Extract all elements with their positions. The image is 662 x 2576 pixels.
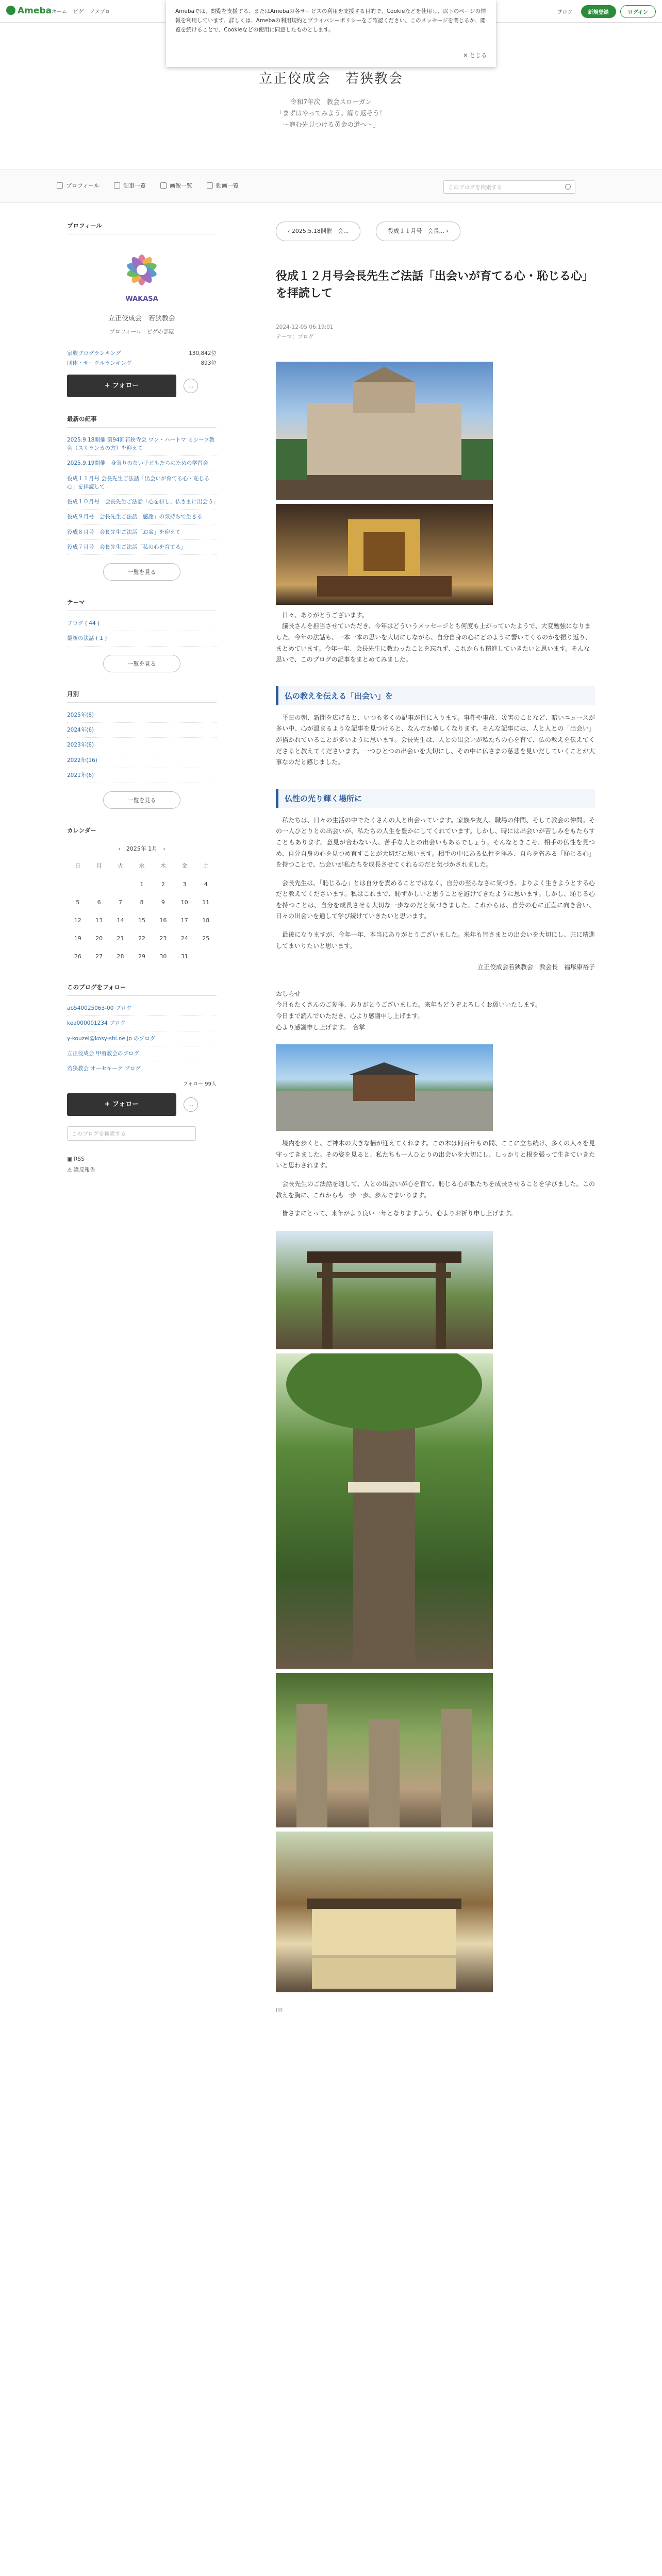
ranking-group-value: 893位 [201, 360, 217, 366]
paragraph: 私たちは、日々の生活の中でたくさんの人と出会っています。家族や友人、職場の仲間、そして教会の仲間。その一人ひとりとの出会いが、私たちの人生を豊かにしてくれています。しかし、時には出会いが苦しみをもたらすこともあります。意見が合わない人、苦手な人との出会いもあるでしょう。そんなときこそ、相手の仏性を見つめ、自分自身の心を見つめ直すことが大切だと思います。相手の中にある仏性を拝み、自らを省みる「恥じる心」を持つことで、出会いが私たちを成長させてくれるのだと気づかされました。 [276, 816, 595, 869]
recent-entry-link[interactable]: 2025.9.19開催 身寄りのない子どもたちのための学習会 [67, 460, 208, 467]
list-item[interactable] [67, 433, 217, 456]
closing-line-4: 心より感謝申し上げます。 合掌 [276, 1023, 366, 1031]
next-entry-button[interactable]: 役成１１月号 会長... › [376, 222, 460, 241]
list-item[interactable] [67, 525, 217, 540]
intro-line-2: 議長さんを担当させていただき、今年はどういうメッセージとも何度も上がっていたようで、大変勉強になりました。今年の法話も、一本一本の思いを大切にしながら、自分自身の心にどのように響いてくるのかを振り返り、まとめています。今年一年、会長先生に教わったことを忘れず、これからも精進していきたいと思います。そんな思いで、このブログの記事をまとめてみました。 [276, 622, 592, 664]
calendar-day [195, 947, 217, 965]
paragraph: 平日の朝、新聞を広げると、いつも多くの記事が目に入ります。事件や事故、災害のことなど、暗いニュースが多い中、心が温まるような記事を見つけると、なんだか嬉しくなります。そんな記事には、人と人との「出会い」が描かれていることが多いように思います。会長先生は、人との出会いが私たちの心を育て、仏の教えを伝えてくださると教えてくださいます。一つひとつの出会いを大切にし、その中に仏さまの慈悲を見いだしていくことが大事なのだと感じました。 [276, 714, 595, 766]
calendar-day: 29 [138, 953, 145, 960]
list-item[interactable] [67, 631, 217, 646]
following-heading: このブログをフォロー [67, 983, 217, 996]
following-list [67, 1001, 217, 1076]
calendar-day: 19 [74, 935, 81, 942]
login-button[interactable]: ログイン [620, 5, 656, 18]
entry-pager [276, 222, 595, 241]
calendar-day: 21 [117, 935, 124, 942]
list-icon [114, 182, 120, 189]
profile-name[interactable]: 立正佼成会 若狭教会 [108, 315, 175, 323]
calendar-heading: カレンダー [67, 826, 217, 839]
next-entry-label: 役成１１月号 会長... [388, 228, 444, 234]
shrine-image [276, 1044, 493, 1131]
archive-link[interactable]: 2025年(8) [67, 711, 94, 718]
archive-link[interactable]: 2024年(6) [67, 726, 94, 733]
calendar-day: 15 [138, 917, 145, 924]
calendar-day [110, 875, 131, 893]
intro-line-1: 日々、ありがとうございます。 [276, 611, 369, 619]
paragraph: 会長先生のご法話を通して、人との出会いが心を育て、恥じる心が私たちを成長させることを学びました。この教えを胸に、これからも一歩一歩、歩んでまいります。 [276, 1180, 595, 1199]
calendar-day: 27 [95, 953, 103, 960]
blog-title[interactable]: 立正佼成会 若狭教会 [258, 71, 403, 87]
ameba-logo[interactable] [6, 6, 52, 16]
recent-entry-link[interactable]: 役成１０月号 会長先生ご法話「心を耕し、仏さまに出会う」 [67, 499, 219, 505]
prev-entry-button[interactable]: ‹ 2025.5.18開催 会... [276, 222, 360, 241]
menu-profile-label: プロフィール [66, 182, 100, 189]
calendar-day: 11 [202, 899, 210, 906]
paragraph: 皆さまにとって、来年がより良い一年となりますよう、心よりお祈り申し上げます。 [276, 1210, 517, 1217]
closing-line-3: 今日まで読んでいただき、心より感謝申し上げます。 [276, 1012, 424, 1020]
follow-row-2 [67, 1087, 217, 1116]
slogan-line-3: ～進む先見つける黄金の道へ～」 [283, 120, 379, 128]
recent-list-button[interactable]: 一覧を見る [103, 563, 180, 581]
prev-entry-label: 2025.5.18開催 会... [291, 228, 349, 234]
blog-link[interactable]: ブログ [557, 10, 573, 15]
blog-menu-bar [0, 170, 662, 203]
ameba-logo-icon [6, 6, 15, 15]
article [276, 222, 595, 2013]
slogan-line-1: 令和7年次 教会スローガン [290, 98, 372, 106]
ranking-family-label[interactable]: 家族ブログランキング [67, 350, 121, 357]
video-icon [207, 182, 213, 189]
sidebar-search-input[interactable]: このブログを検索する [67, 1126, 196, 1141]
recent-heading: 最新の記事 [67, 415, 217, 428]
list-item[interactable] [67, 510, 217, 524]
calendar-day: 28 [117, 953, 124, 960]
calendar-month: 2025年 1月 [126, 845, 158, 853]
menu-videos[interactable] [207, 181, 239, 190]
list-item[interactable] [67, 753, 217, 768]
weekday: 水 [139, 862, 145, 870]
next-month-icon[interactable]: › [163, 845, 166, 853]
article-theme[interactable]: テーマ：ブログ [276, 333, 314, 340]
archive-link[interactable]: 2021年(6) [67, 772, 94, 778]
list-item[interactable] [67, 708, 217, 723]
top-right-actions [553, 5, 656, 18]
list-item[interactable] [67, 738, 217, 753]
closing-line-2: 今月もたくさんのご参拝、ありがとうございました。来年もどうぞよろしくお願いいたします。 [276, 1001, 542, 1009]
following-blog-link[interactable]: y-kouzei@kosy-shi.ne.jp のブログ [67, 1035, 156, 1042]
list-item[interactable] [67, 1016, 217, 1031]
cookie-notice [166, 0, 496, 67]
calendar-day: 13 [95, 917, 103, 924]
calendar-day: 25 [202, 935, 210, 942]
list-item[interactable] [67, 495, 217, 510]
profile-icon [57, 182, 63, 189]
calendar-day: 5 [76, 899, 80, 906]
cookie-close-label: とじる [470, 52, 487, 59]
warning-icon: ⚠ [67, 1167, 72, 1174]
archive-link[interactable]: 2023年(8) [67, 742, 94, 749]
signature: 立正佼成会若狭教会 教会長 福塚康裕子 [477, 963, 595, 971]
follow-row [67, 368, 217, 397]
recent-list [67, 433, 217, 555]
ranking-row[interactable] [67, 359, 217, 368]
logo-text: Ameba [18, 6, 52, 16]
calendar-day: 6 [97, 899, 101, 906]
calendar [67, 826, 217, 965]
list-item[interactable] [67, 1046, 217, 1061]
tree-image [276, 1353, 493, 1669]
lanterns-image [276, 1673, 493, 1827]
nav-pigg[interactable]: ピグ [73, 9, 84, 15]
calendar-day [67, 875, 88, 893]
weekday: 火 [118, 862, 124, 870]
report-link[interactable] [67, 1165, 217, 1176]
closing-line-1: おしらせ [276, 990, 301, 997]
menu-entries[interactable] [114, 181, 146, 190]
list-item[interactable] [67, 723, 217, 738]
follow-button[interactable]: + フォロー [67, 375, 176, 397]
following-blog-link[interactable]: kea000001234 ブログ [67, 1020, 126, 1027]
calendar-day: 1 [140, 881, 144, 888]
cookie-text: Amebaでは、閲覧を支援する、またはAmebaの各サービスの利用を支援する目的で、Cookieなどを使用し、以下のページの情報を利用しています。詳しくは、Amebaの利用規約とプライバシーポリシーをご確認ください。このメッセージを閉じるか、閲覧を続けることで、Cookieなどの使用に同意したものとします。 [175, 8, 486, 33]
list-item[interactable] [67, 1001, 217, 1016]
prev-month-icon[interactable]: ‹ [118, 845, 121, 853]
calendar-day: 24 [180, 935, 188, 942]
archives [67, 690, 217, 809]
following-blog-link[interactable]: ab540025063-00 ブログ [67, 1005, 132, 1012]
lanterns-photo[interactable] [276, 1673, 493, 1827]
article-meta [276, 323, 595, 342]
report-label: 違反報告 [73, 1167, 95, 1174]
calendar-day [88, 875, 109, 893]
calendar-day: 4 [204, 881, 208, 888]
intro-text [276, 610, 595, 666]
following-blog-link[interactable]: 立正佼成会 甲府教会のブログ [67, 1050, 139, 1057]
archive-link[interactable]: 2022年(16) [67, 757, 97, 764]
slogan-line-2: 「まずはやってみよう。繰り返そう！ [276, 109, 386, 117]
list-item[interactable] [67, 540, 217, 555]
gate-photo[interactable] [276, 1231, 493, 1349]
weekday: 金 [181, 862, 188, 870]
calendar-day: 17 [180, 917, 188, 924]
calendar-day: 22 [138, 935, 145, 942]
recent-entry-link[interactable]: 役成８月号 会長先生ご法話「お盆」を迎えて [67, 529, 181, 535]
section-heading-2: 仏性の光り輝く場所に [276, 789, 595, 808]
blog-description [0, 96, 662, 130]
sidebar-footer-links [67, 1154, 217, 1176]
gate-image [276, 1231, 493, 1349]
ema-plaques-photo[interactable] [276, 1832, 493, 1992]
calendar-day: 8 [140, 899, 144, 906]
blog-menu [57, 181, 239, 190]
list-item[interactable] [67, 471, 217, 495]
article-title: 役成１２月号会長先生ご法話「出会いが育てる心・恥じる心」を拝読して [276, 270, 594, 300]
more-options-icon[interactable]: … [184, 379, 198, 393]
article-footer-counter: Ifff [276, 2007, 283, 2013]
recent-entry-link[interactable]: 役成１１月号 会長先生ご法話「出会いが育てる心・恥じる心」を拝読して [67, 475, 210, 490]
calendar-day: 10 [180, 899, 188, 906]
sidebar [67, 222, 217, 1176]
header-search-placeholder: このブログを検索する [448, 184, 502, 191]
following-blogs [67, 983, 217, 1116]
more-options-icon[interactable]: … [184, 1097, 198, 1112]
building-image [276, 362, 493, 500]
calendar-day: 12 [74, 917, 81, 924]
logo-wordmark: WAKASA [125, 295, 158, 303]
ranking [67, 349, 217, 368]
article-date: 2024-12-05 06:19:01 [276, 324, 334, 330]
follower-count[interactable]: フォロー 99人 [183, 1081, 217, 1088]
theme-list [67, 616, 217, 647]
paragraph: 会長先生は、「恥じる心」とは自分を責めることではなく、自分の至らなさに気づき、よりよく生きようとする心だと教えてくださいます。私はこれまで、恥ずかしいと思うことを避けてきたように思います。しかし、恥じる心を持つことは、自分を成長させる大切な一歩なのだと気づきました。これからは、自分の心に正直に向き合い、日々の出会いを通して学び続けていきたいと思います。 [276, 879, 595, 920]
ranking-row[interactable] [67, 349, 217, 359]
calendar-day: 20 [95, 935, 103, 942]
rss-link[interactable] [67, 1154, 217, 1165]
menu-entries-label: 記事一覧 [123, 182, 146, 189]
weekday: 月 [96, 862, 102, 870]
calendar-day: 23 [159, 935, 167, 942]
altar-photo[interactable] [276, 504, 493, 605]
theme-link[interactable]: 最新の法話 ( 1 ) [67, 635, 107, 642]
weekday: 日 [75, 862, 81, 870]
paragraph: 最後になりますが、今年一年、本当にありがとうございました。来年も皆さまとの出会いを大切にし、共に精進してまいりたいと思います。 [276, 931, 595, 950]
signup-button[interactable]: 新規登録 [581, 5, 616, 18]
calendar-day: 31 [180, 953, 188, 960]
list-item[interactable] [67, 1031, 217, 1046]
calendar-day: 14 [117, 917, 124, 924]
ema-image [276, 1832, 493, 1992]
menu-profile[interactable] [57, 181, 100, 190]
archive-list-button[interactable]: 一覧を見る [103, 791, 180, 809]
ranking-group-label[interactable]: 団体・サークルランキング [67, 360, 132, 366]
paragraph: 境内を歩くと、ご神木の大きな楠が迎えてくれます。この木は何百年もの間、ここに立ち続け、多くの人々を見守ってきました。その姿を見ると、私たちも一人ひとりの出会いを大切にし、しっかりと根を張って生きていきたいと思わされます。 [276, 1140, 595, 1170]
recent-entry-link[interactable]: 役成９月号 会長先生ご法話「感謝」の気持ちで生きる [67, 514, 203, 520]
weekday: 土 [203, 862, 209, 870]
profile-heading: プロフィール [67, 222, 217, 234]
cookie-close-button[interactable]: ✕ とじる [463, 52, 487, 59]
follow-button-2[interactable]: + フォロー [67, 1093, 176, 1116]
closing-notes [276, 989, 595, 1033]
menu-images[interactable] [160, 181, 192, 190]
calendar-day: 3 [183, 881, 187, 888]
top-nav [52, 7, 110, 15]
shrine-grounds-photo[interactable] [276, 1044, 493, 1131]
calendar-table [67, 856, 217, 965]
recent-entry-link[interactable]: 役成７月号 会長先生ご法話「私の心を育てる」 [67, 544, 186, 550]
rss-icon: ▣ [67, 1156, 72, 1163]
archive-list [67, 708, 217, 783]
recent-entries [67, 415, 217, 581]
nav-ameblo[interactable]: アメブロ [90, 9, 110, 15]
following-blog-link[interactable]: 若狭教会 オーセキーク ブログ [67, 1065, 141, 1072]
altar-image [276, 504, 493, 605]
sacred-tree-photo[interactable] [276, 1353, 493, 1669]
calendar-day: 7 [119, 899, 123, 906]
image-icon [160, 182, 167, 189]
theme-heading: テーマ [67, 598, 217, 611]
themes [67, 598, 217, 672]
section-heading-1: 仏の教えを伝える「出会い」を [276, 686, 595, 705]
calendar-day: 26 [74, 953, 81, 960]
menu-videos-label: 動画一覧 [216, 182, 239, 189]
temple-building-photo[interactable] [276, 362, 493, 500]
profile-logo[interactable] [108, 242, 175, 309]
calendar-day: 18 [202, 917, 210, 924]
profile-links[interactable]: プロフィール ピグの部屋 [109, 329, 174, 335]
menu-images-label: 画像一覧 [169, 182, 192, 189]
rss-label: RSS [74, 1156, 85, 1163]
calendar-day: 16 [159, 917, 167, 924]
nav-home[interactable]: ホーム [52, 9, 67, 15]
list-item[interactable] [67, 456, 217, 471]
ranking-family-value: 130,842位 [189, 350, 217, 357]
list-item[interactable] [67, 768, 217, 783]
recent-entry-link[interactable]: 2025.9.18開催 第94回若狭寺会 ワン・ハートマ ミシーフ教会（スリランカの方）を迎えて [67, 436, 215, 452]
search-icon[interactable] [565, 184, 571, 190]
calendar-day: 2 [161, 881, 165, 888]
list-item[interactable] [67, 616, 217, 631]
list-item[interactable] [67, 1061, 217, 1076]
calendar-month-nav [67, 844, 217, 853]
header-search-input[interactable] [443, 180, 575, 194]
weekday: 木 [160, 862, 166, 870]
theme-list-button[interactable]: 一覧を見る [103, 655, 180, 672]
calendar-day: 9 [161, 899, 165, 906]
theme-link[interactable]: ブログ ( 44 ) [67, 620, 100, 627]
archive-heading: 月別 [67, 690, 217, 703]
calendar-day: 30 [159, 953, 167, 960]
